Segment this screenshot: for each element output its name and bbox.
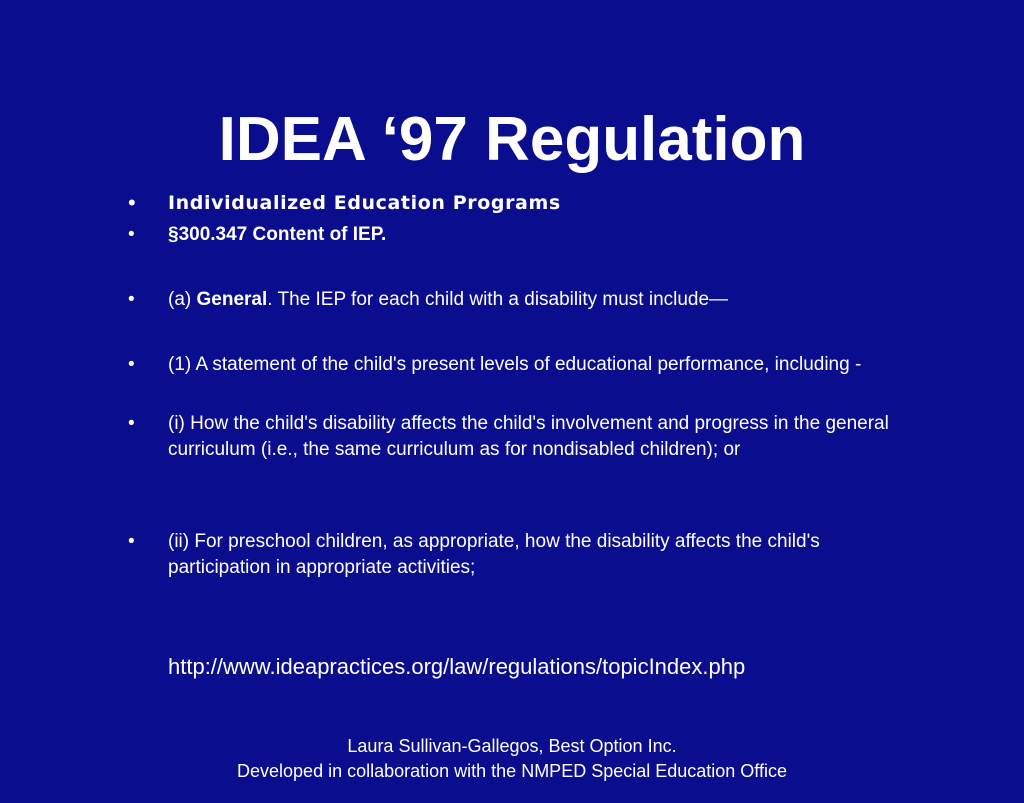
bullet-text: (i) How the child's disability affects the child's involvement and progress in the general curriculum (i.e., the same curriculum as for nondisabled children); or [168, 413, 889, 460]
bullet-item [128, 222, 908, 248]
bullet-item [128, 352, 908, 378]
bullet-text: (1) A statement of the child's present levels of educational performance, including - [168, 354, 862, 375]
bullet-text: Individualized Education Programs [168, 192, 561, 214]
bullet-dot: • [128, 224, 135, 245]
reference-url[interactable]: http://www.ideapractices.org/law/regulations/topicIndex.php [168, 654, 746, 679]
bullet-text [168, 287, 908, 313]
bullet-suffix: . The IEP for each child with a disability must include— [267, 289, 729, 310]
footer-collaboration: Developed in collaboration with the NMPED Special Education Office [237, 761, 787, 781]
bullet-dot: • [128, 413, 135, 434]
bullet-dot: • [128, 354, 135, 375]
bullet-dot: • [128, 531, 135, 552]
bullet-text: (ii) For preschool children, as appropriate, how the disability affects the child's participation in appropriate activities; [168, 531, 820, 578]
bullet-item [128, 190, 908, 216]
bullet-text: §300.347 Content of IEP. [168, 224, 387, 245]
footer-author: Laura Sullivan-Gallegos, Best Option Inc. [347, 736, 677, 756]
footer [0, 734, 1024, 784]
bullet-dot: • [128, 190, 136, 215]
bullet-item [128, 287, 908, 313]
bullet-item [128, 411, 908, 463]
bullet-dot: • [128, 289, 135, 310]
bullet-prefix: (a) [168, 289, 197, 310]
bullet-bold-term: General [196, 289, 268, 310]
bullet-item [128, 529, 908, 581]
slide-title: IDEA ‘97 Regulation [218, 105, 806, 174]
